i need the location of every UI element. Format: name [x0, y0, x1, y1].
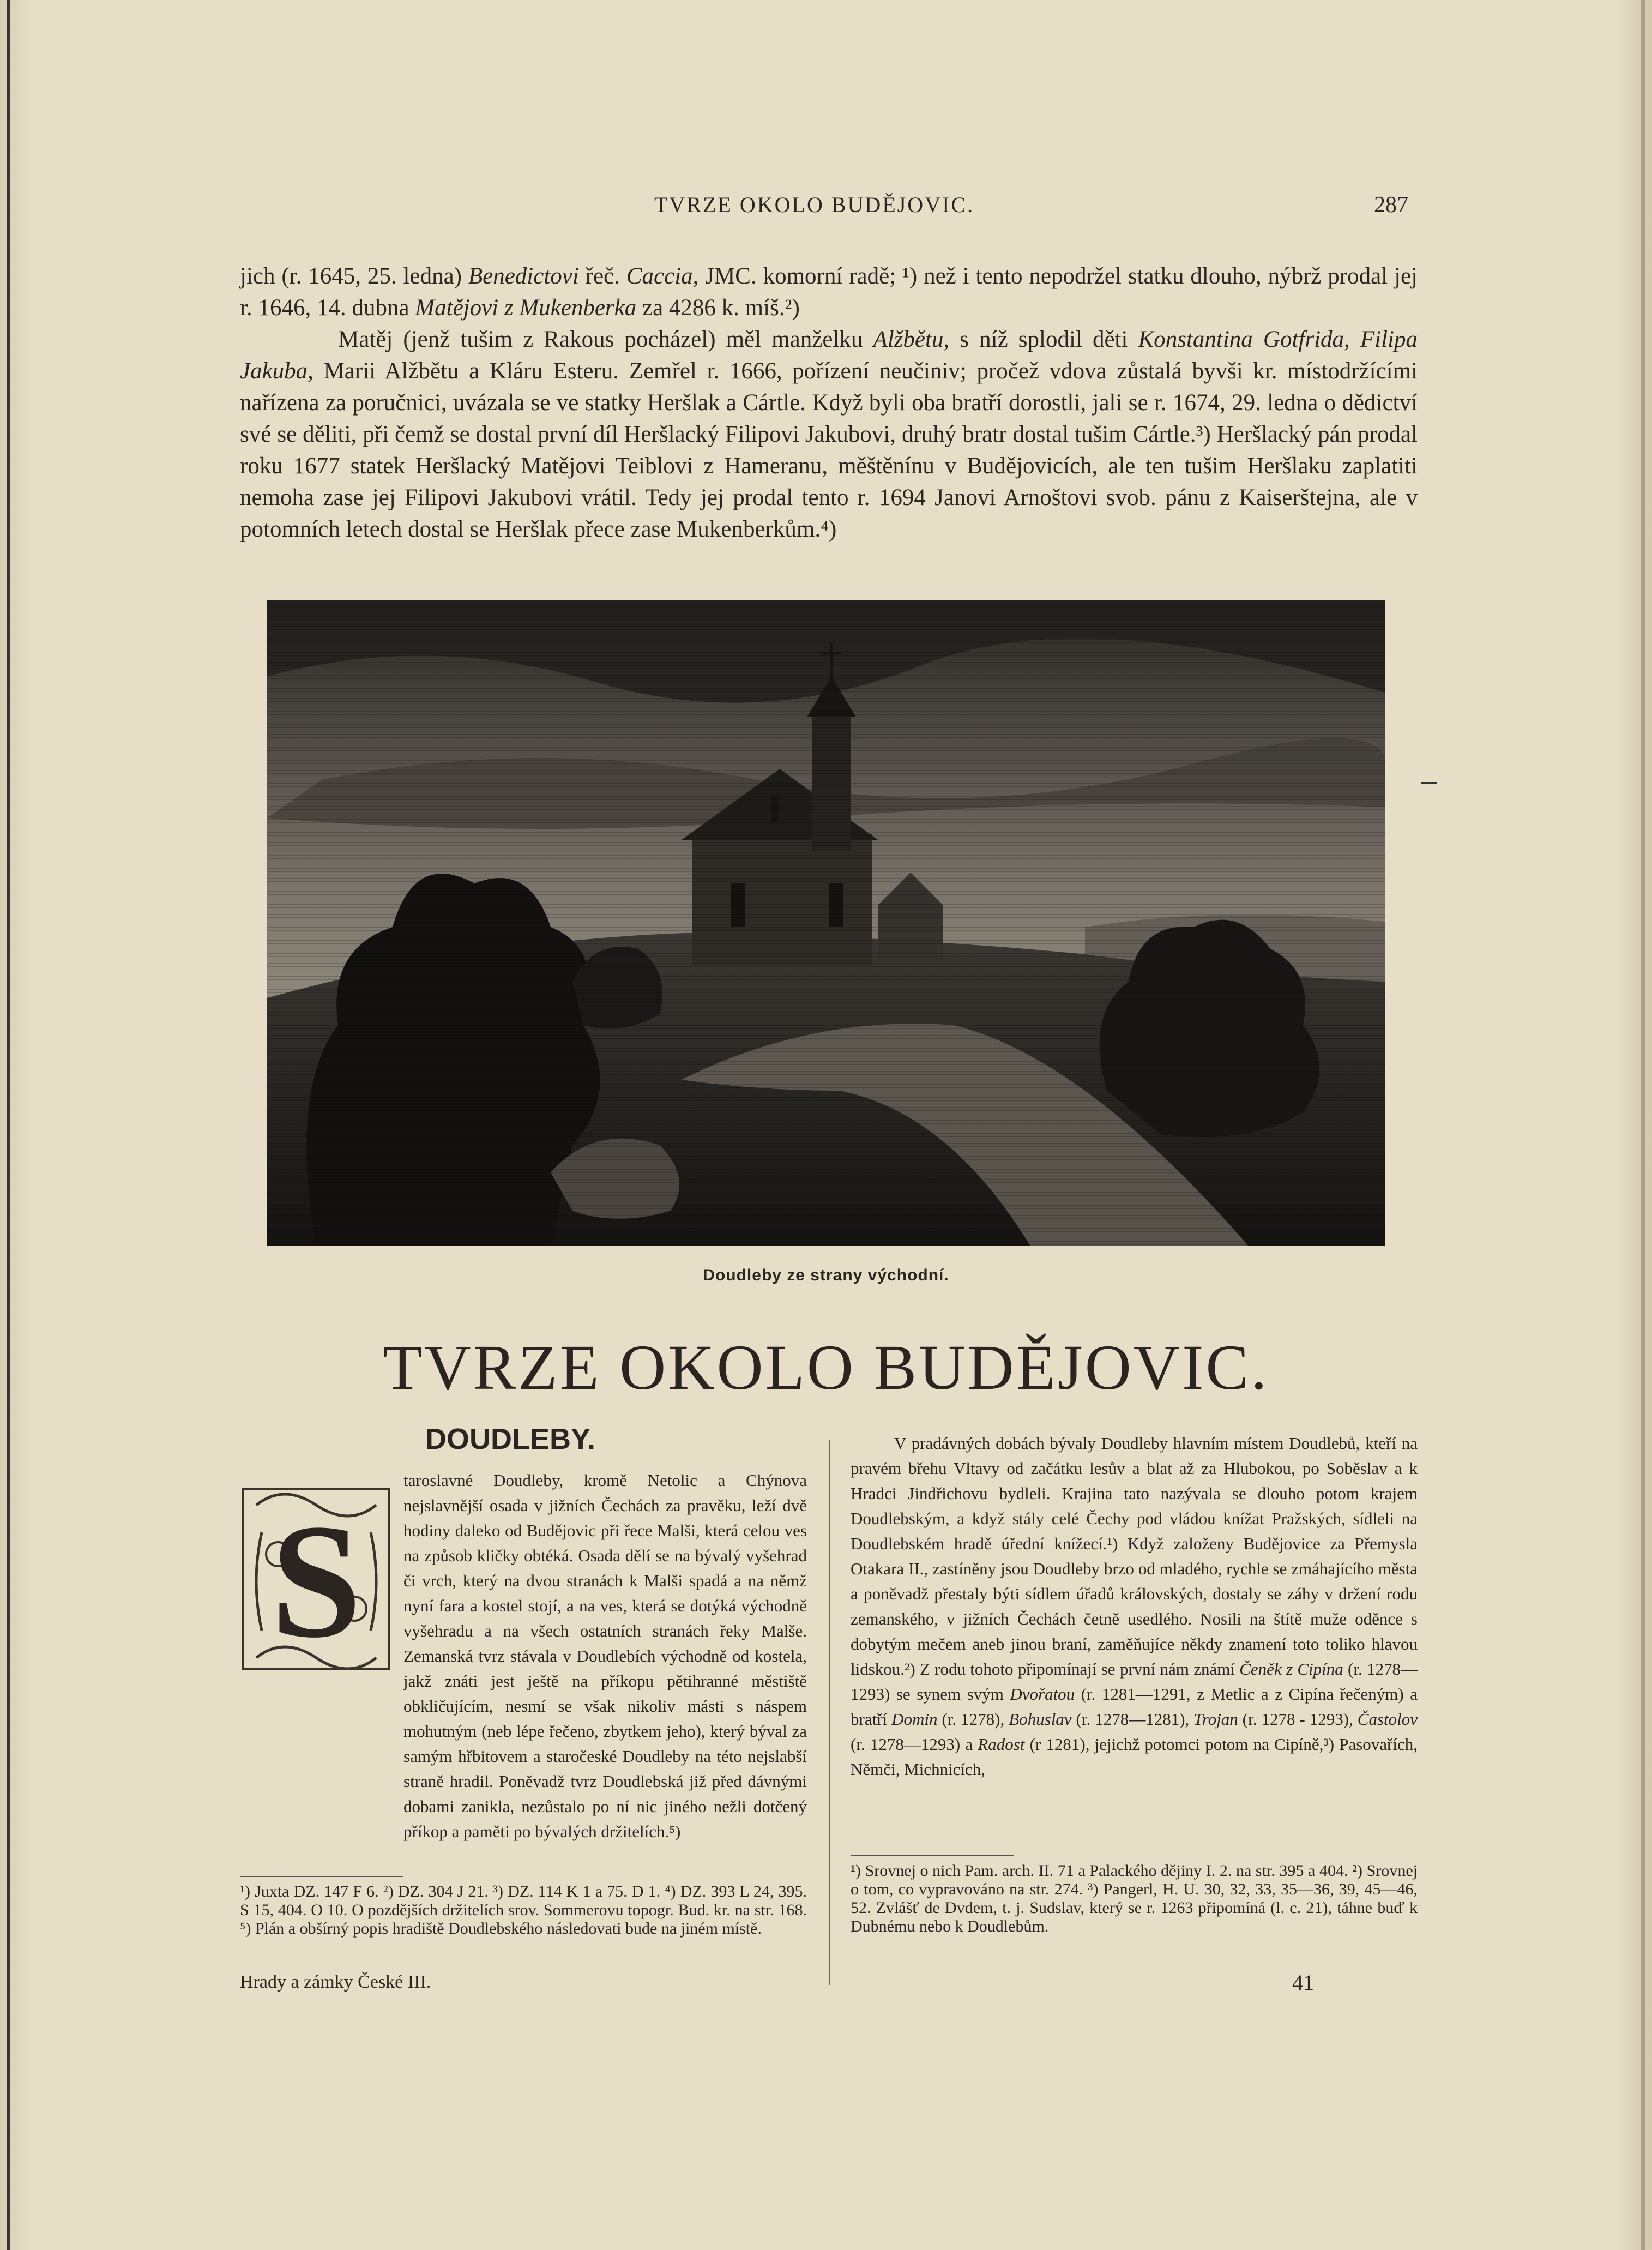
italic-name: Bohuslav [1009, 1710, 1072, 1729]
engraving-svg [267, 600, 1385, 1246]
text-run: (r. 1278—1293) se synem svým [851, 1659, 1418, 1704]
text-run: (r. 1281—1291, z Metlic a z Cipína řečeným) a bratří [851, 1685, 1418, 1729]
footnote-rule-right [851, 1855, 1014, 1856]
running-title: TVRZE OKOLO BUDĚJOVIC. [654, 192, 975, 217]
text-run: Marii Alžbětu a Kláru Esteru. Zemřel r. 1666, pořízení neučiniv; pročež vdova zůstalá byvši kr. místodržícími nařízena za poručnici, uvázala se ve statky Heršlak a Cártle. Když byli oba bratří dorostli, jali se r. 1674, 29. ledna o dědictví své se děliti, při čemž se dostal první díl Heršlacký Filipovi Jakubovi, druhý bratr dostal tušim Cártle.³) Heršlacký pán prodal roku 1677 statek Heršlacký Matějovi Teiblovi z Hameranu, měštěnínu v Budějovicích, ale ten tušim Heršlaku zaplatiti nemoha zase jej Filipovi Jakubovi vrátil. Tedy jej prodal tento r. 1694 Janovi Arnoštovi svob. pánu z Kaiserštejna, ale v potomních letech dostal se Heršlak přece zase Mukenberkům.⁴) [240, 358, 1418, 542]
intro-paragraph-2 [240, 324, 1418, 545]
italic-name: Dvořatou [1010, 1685, 1075, 1704]
footnotes-left: ¹) Juxta DZ. 147 F 6. ²) DZ. 304 J 21. ³) DZ. 114 K 1 a 75. D 1. ⁴) DZ. 393 L 24, 395. S 15, 404. O 10. O pozdějších držitelích srov. Sommerovu topogr. Bud. kr. na str. 168. ⁵) Plán a obšírný popis hradiště Doudlebského následovati bude na jiném místě. [240, 1882, 807, 1938]
ornamental-dropcap [240, 1472, 393, 1680]
text-run: Matěj (jenž tušim z Rakous pocházel) měl manželku [338, 327, 873, 352]
text-run: (r. 1278 - 1293), [1238, 1710, 1358, 1729]
column-rule [829, 1440, 830, 1985]
italic-name: Trojan [1193, 1710, 1238, 1729]
text-run: řeč. [578, 263, 626, 289]
text-run: za 4286 k. míš.²) [636, 295, 800, 321]
text-run: , JMC. komorní radě; ¹) než i tento nepodržel statku dlouho, nýbrž prodal jej r. 1646, 14. dubna [240, 263, 1418, 321]
italic-name: Častolov [1357, 1710, 1418, 1729]
italic-name: Matějovi z Mukenberka [415, 295, 637, 321]
italic-name: Konstantina Gotfrida, Filipa Jakuba, [240, 327, 1418, 384]
italic-name: Caccia [626, 263, 693, 289]
left-column-text [403, 1468, 807, 1844]
section-subtitle: DOUDLEBY. [425, 1423, 596, 1455]
text-run: (r. 1278—1281), [1071, 1710, 1194, 1729]
sheet-number: 41 [1292, 1970, 1314, 1995]
text-run: , s níž splodil děti [943, 327, 1138, 352]
text-run: (r 1281), jejichž potomci potom na Cipíně,³) Pasovařích, Němči, Michnicích, [851, 1735, 1418, 1779]
text-run: taroslavné Doudleby, kromě Netolic a Chýnova nejslavnější osada v jižních Čechách za pravěku, leží dvě hodiny daleko od Budějovic při řece Malši, která celou ves na způsob kličky obtéká. Osada dělí se na bývalý vyšehrad či vrch, který na dvou stranách k Malši spadá a na němž nyní fara a kostel stojí, a na ves, která se dotýká východně vyšehradu a na všech ostatních stranách řeky Malše. Zemanská tvrz stávala v Doudlebích východně od kostela, jakž znáti jest ještě na příkopu pětihranné městiště obkličujícím, nesmí se však nikoliv másti s náspem mohutným (neb lépe řečeno, zbytkem jeho), který býval za samým hřbitovem a staročeské Doudleby na této nejslabší straně hradil. Poněvadž tvrz Doudlebská již před dávnými dobami zanikla, nezůstalo po ní nic jiného nežli dotčený příkop a paměti po bývalých držitelích.⁵) [403, 1471, 807, 1841]
text-run: (r. 1278), [937, 1710, 1009, 1729]
text-run: jich (r. 1645, 25. ledna) [240, 263, 468, 289]
right-column-text [851, 1431, 1418, 1782]
italic-name: Domin [891, 1710, 938, 1729]
footnote-rule-left [240, 1876, 403, 1877]
dropcap-svg [240, 1472, 393, 1680]
footnotes-right: ¹) Srovnej o nich Pam. arch. II. 71 a Palackého dějiny I. 2. na str. 395 a 404. ²) Srovnej o tom, co vypravováno na str. 274. ³) Pangerl, H. U. 30, 32, 33, 35—36, 39, 45—46, 52. Zvlášť de Dvdem, t. j. Sudslav, který se r. 1263 připomíná (l. c. 21), táhne buď k Dubnému nebo k Doudlebům. [851, 1862, 1418, 1935]
italic-name: Benedictovi [468, 263, 579, 289]
section-title: TVRZE OKOLO BUDĚJOVIC. [383, 1332, 1269, 1403]
intro-paragraph-1 [240, 261, 1418, 324]
signature-line: Hrady a zámky České III. [240, 1972, 431, 1992]
text-run: (r. 1278—1293) a [851, 1735, 978, 1754]
page-number: 287 [1374, 192, 1408, 218]
italic-name: Radost [978, 1735, 1025, 1754]
dropcap-letter: S [270, 1490, 362, 1671]
illustration-caption: Doudleby ze strany východní. [703, 1266, 949, 1284]
page-edge-left [7, 0, 10, 2250]
italic-name: Čeněk z Cipína [1239, 1659, 1343, 1679]
page-edge-right [1641, 0, 1645, 2250]
italic-name: Alžbětu [873, 327, 944, 352]
margin-mark [1421, 782, 1437, 784]
engraving-chapel-doudleby [267, 600, 1385, 1246]
text-run: V pradávných dobách bývaly Doudleby hlavním místem Doudlebů, kteří na pravém břehu Vltavy od začátku lesův a blat až za Hlubokou, po Soběslav a k Hradci Jindřichovu bydleli. Krajina tato nazývala se dlouho potom krajem Doudlebským, a když stály celé Čechy pod vládou knížat Pražských, sídleli na Doudlebském hradě úřední knížecí.¹) Když založeny Budějovice za Přemysla Otakara II., zastíněny jsou Doudleby brzo od mladého, rychle se zmáhajícího města a poněvadž přestaly býti sídlem úřadů královských, dostaly se záhy v držení rodu zemanského, v jižních Čechách četně usedlého. Nosili na štítě muže oděnce s dobytým mečem aneb jinou braní, zaměňujíce někdy znamení toto toliko hlavou lidskou.²) Z rodu tohoto připomínají se první nám známí [851, 1434, 1418, 1679]
engraving-hatching [267, 600, 1385, 1246]
